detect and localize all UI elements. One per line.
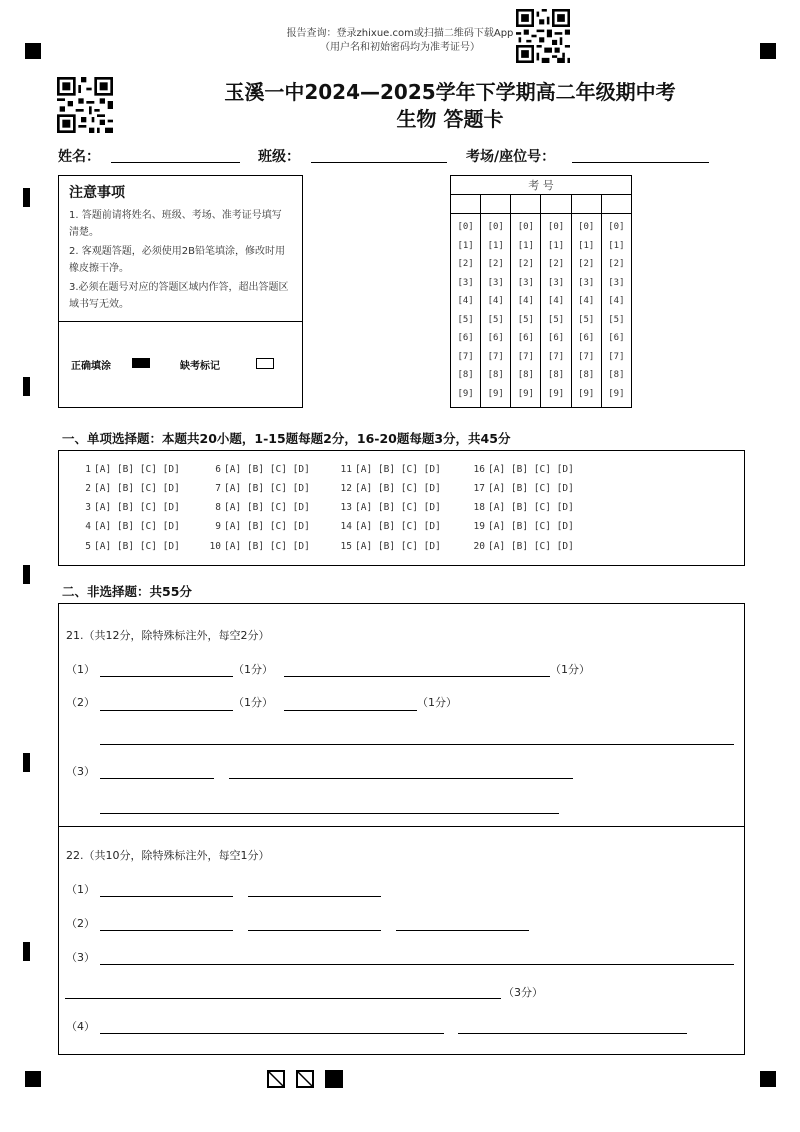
choice-question-10 (205, 541, 310, 552)
exam-number-write-cell[interactable] (481, 195, 511, 214)
notes-item: 1. 答题前请将姓名、班级、考场、准考证号填写清楚。 (69, 210, 282, 238)
timing-mark (23, 942, 30, 961)
name-label: 姓名： (58, 149, 100, 165)
question-number: 17 (473, 483, 485, 494)
exam-digit-bubble[interactable]: [8] (608, 370, 625, 380)
exam-digit-bubble[interactable]: [2] (578, 259, 595, 269)
exam-digit-bubble[interactable]: [1] (578, 240, 595, 251)
correct-fill-sample (132, 358, 150, 368)
exam-digit-bubble[interactable]: [4] (547, 296, 565, 306)
exam-digit-bubble[interactable]: [3] (457, 277, 474, 288)
exam-digit-bubble[interactable]: [6] (487, 333, 504, 343)
exam-number-column (541, 214, 571, 408)
answer-options[interactable]: [A] [B] [C] [D] (224, 483, 310, 494)
page-title: 玉溪一中2024—2025学年下学期高二年级期中考 (224, 80, 676, 104)
exam-digit-bubble[interactable]: [5] (487, 314, 504, 325)
answer-options[interactable]: [A] [B] [C] [D] (224, 521, 310, 532)
name-field[interactable] (111, 162, 240, 163)
exam-digit-bubble[interactable]: [6] (457, 333, 474, 343)
question-number: 2 (85, 483, 91, 494)
corner-mark-bottom-left (25, 1071, 41, 1087)
timing-mark (23, 377, 30, 396)
q21-part1-label: （1） (66, 663, 95, 676)
notes-item: 2. 客观题答题，必须使用2B铅笔填涂，修改时用橡皮擦干净。 (69, 246, 285, 274)
corner-mark-bottom-right (760, 1071, 776, 1087)
exam-number-write-cell[interactable] (541, 195, 571, 214)
answer-options[interactable]: [A] [B] [C] [D] (488, 502, 574, 513)
absent-mark-box[interactable] (256, 358, 274, 369)
choice-question-6 (205, 464, 310, 475)
exam-digit-bubble[interactable]: [7] (608, 351, 625, 362)
question-number: 3 (85, 502, 91, 513)
question-divider (59, 826, 744, 827)
notes-box (58, 175, 303, 408)
answer-blank[interactable] (100, 1033, 444, 1034)
page-mark-filled-box (325, 1070, 343, 1088)
exam-digit-bubble[interactable]: [5] (608, 314, 625, 325)
q21-part2-mark2: （1分） (417, 696, 457, 709)
exam-digit-bubble[interactable]: [7] (457, 351, 474, 362)
exam-digit-bubble[interactable]: [3] (608, 277, 625, 288)
answer-blank[interactable] (100, 964, 734, 965)
exam-digit-bubble[interactable]: [0] (608, 222, 625, 232)
exam-digit-bubble[interactable]: [6] (517, 333, 535, 343)
q21-part1-mark1: （1分） (233, 663, 273, 676)
question-number: 16 (473, 464, 485, 475)
exam-number-write-cell[interactable] (571, 195, 601, 214)
exam-number-column (481, 214, 511, 408)
answer-blank[interactable] (100, 744, 734, 745)
exam-digit-bubble[interactable]: [1] (608, 240, 625, 251)
answer-options[interactable]: [A] [B] [C] [D] (94, 483, 180, 494)
page-subtitle: 生物 答题卡 (396, 107, 504, 131)
choice-question-9 (205, 521, 310, 532)
exam-digit-bubble[interactable]: [8] (547, 370, 565, 380)
exam-digit-bubble[interactable]: [3] (578, 277, 595, 288)
question-number: 9 (215, 521, 221, 532)
timing-mark (23, 565, 30, 584)
answer-blank[interactable] (100, 778, 214, 779)
answer-options[interactable]: [A] [B] [C] [D] (488, 483, 574, 494)
exam-digit-bubble[interactable]: [7] (547, 351, 565, 362)
exam-digit-bubble[interactable]: [0] (578, 222, 595, 232)
answer-options[interactable]: [A] [B] [C] [D] (355, 502, 441, 513)
page-mark-slashed-box-icon (267, 1070, 285, 1088)
exam-number-column (511, 214, 541, 408)
question-number: 14 (340, 521, 352, 532)
answer-options[interactable]: [A] [B] [C] [D] (488, 521, 574, 532)
exam-digit-bubble[interactable]: [8] (578, 370, 595, 380)
exam-digit-bubble[interactable]: [2] (608, 259, 625, 269)
choice-question-4 (75, 521, 180, 532)
choice-question-1 (75, 464, 180, 475)
choice-question-19 (469, 521, 574, 532)
q22-part3-mark: （3分） (503, 986, 543, 999)
q22-part2-label: （2） (66, 917, 95, 930)
exam-number-header: 考 号 (451, 176, 632, 195)
exam-digit-bubble[interactable]: [4] (578, 296, 595, 306)
q21-header: 21.（共12分，除特殊标注外，每空2分） (66, 629, 270, 642)
exam-digit-bubble[interactable]: [9] (457, 388, 474, 399)
timing-mark (23, 753, 30, 772)
choice-question-11 (336, 464, 441, 475)
exam-digit-bubble[interactable]: [9] (578, 388, 595, 399)
question-number: 1 (85, 464, 91, 475)
exam-number-grid (450, 175, 632, 408)
choice-question-15 (336, 541, 441, 552)
exam-digit-bubble[interactable]: [4] (517, 296, 535, 306)
answer-options[interactable]: [A] [B] [C] [D] (488, 541, 574, 552)
class-field[interactable] (311, 162, 447, 163)
answer-blank[interactable] (458, 1033, 687, 1034)
question-number: 6 (215, 464, 221, 475)
exam-digit-bubble[interactable]: [6] (608, 333, 625, 343)
exam-digit-bubble[interactable]: [4] (487, 296, 504, 306)
q21-part3-label: （3） (66, 765, 95, 778)
exam-number-column (601, 214, 631, 408)
exam-digit-bubble[interactable]: [6] (578, 333, 595, 343)
choice-question-20 (469, 541, 574, 552)
section2-title: 二、非选择题：共55分 (62, 584, 192, 599)
answer-options[interactable]: [A] [B] [C] [D] (94, 502, 180, 513)
question-number: 12 (340, 483, 352, 494)
answer-blank[interactable] (100, 813, 559, 814)
answer-options[interactable]: [A] [B] [C] [D] (94, 521, 180, 532)
answer-blank[interactable] (229, 778, 573, 779)
answer-options[interactable]: [A] [B] [C] [D] (355, 521, 441, 532)
login-hint-text: （用户名和初始密码均为准考证号） (320, 42, 480, 53)
exam-digit-bubble[interactable]: [0] (457, 222, 474, 232)
choice-question-7 (205, 483, 310, 494)
answer-blank[interactable] (248, 930, 381, 931)
notes-divider (59, 321, 302, 322)
exam-digit-bubble[interactable]: [0] (487, 222, 504, 232)
question-number: 15 (340, 541, 352, 552)
answer-blank[interactable] (396, 930, 529, 931)
exam-digit-bubble[interactable]: [9] (547, 388, 565, 399)
exam-number-write-cell[interactable] (451, 195, 481, 214)
exam-digit-bubble[interactable]: [7] (517, 351, 535, 362)
answer-blank[interactable] (100, 930, 233, 931)
answer-options[interactable]: [A] [B] [C] [D] (94, 464, 180, 475)
question-number: 20 (473, 541, 485, 552)
exam-digit-bubble[interactable]: [9] (517, 388, 535, 399)
exam-number-write-cell[interactable] (511, 195, 541, 214)
q22-part4-label: （4） (66, 1020, 95, 1033)
exam-digit-bubble[interactable]: [1] (547, 240, 565, 251)
exam-number-column (451, 214, 481, 408)
answer-options[interactable]: [A] [B] [C] [D] (224, 541, 310, 552)
question-number: 5 (85, 541, 91, 552)
question-number: 13 (340, 502, 352, 513)
q22-part3-label: （3） (66, 951, 95, 964)
exam-digit-bubble[interactable]: [8] (487, 370, 504, 380)
exam-digit-bubble[interactable]: [8] (517, 370, 535, 380)
report-query-text: 报告查询：登录zhixue.com或扫描二维码下载App (286, 28, 514, 39)
exam-digit-bubble[interactable]: [5] (457, 314, 474, 325)
choice-question-12 (336, 483, 441, 494)
exam-digit-bubble[interactable]: [2] (457, 259, 474, 269)
choice-question-5 (75, 541, 180, 552)
correct-fill-label: 正确填涂 (71, 361, 111, 372)
exam-digit-bubble[interactable]: [8] (457, 370, 474, 380)
qr-code-icon (57, 77, 113, 133)
exam-digit-bubble[interactable]: [0] (517, 222, 535, 232)
exam-digit-bubble[interactable]: [5] (578, 314, 595, 325)
choice-question-13 (336, 502, 441, 513)
choice-question-8 (205, 502, 310, 513)
exam-digit-bubble[interactable]: [4] (457, 296, 474, 306)
question-number: 18 (473, 502, 485, 513)
exam-digit-bubble[interactable]: [9] (608, 388, 625, 399)
choice-question-2 (75, 483, 180, 494)
answer-blank[interactable] (100, 896, 233, 897)
answer-options[interactable]: [A] [B] [C] [D] (224, 464, 310, 475)
exam-digit-bubble[interactable]: [4] (608, 296, 625, 306)
exam-digit-bubble[interactable]: [3] (487, 277, 504, 288)
q22-part1-label: （1） (66, 883, 95, 896)
exam-digit-bubble[interactable]: [2] (517, 259, 535, 269)
room-seat-label: 考场/座位号： (466, 149, 556, 165)
room-seat-field[interactable] (572, 162, 709, 163)
notes-item: 3.必须在题号对应的答题区域内作答，超出答题区域书写无效。 (69, 282, 289, 310)
nonchoice-answer-box (58, 603, 745, 1055)
answer-blank[interactable] (100, 676, 233, 677)
exam-digit-bubble[interactable]: [1] (517, 240, 535, 251)
question-number: 19 (473, 521, 485, 532)
absent-mark-label: 缺考标记 (180, 361, 220, 372)
question-number: 10 (209, 541, 221, 552)
exam-digit-bubble[interactable]: [2] (487, 259, 504, 269)
exam-digit-bubble[interactable]: [0] (547, 222, 565, 232)
section1-title: 一、单项选择题：本题共20小题，1-15题每题2分，16-20题每题3分，共45分 (62, 431, 511, 446)
exam-digit-bubble[interactable]: [5] (517, 314, 535, 325)
notes-title: 注意事项 (69, 185, 125, 201)
exam-digit-bubble[interactable]: [2] (547, 259, 565, 269)
exam-number-column (571, 214, 601, 408)
question-number: 7 (215, 483, 221, 494)
exam-number-write-cell[interactable] (601, 195, 631, 214)
q21-part2-mark1: （1分） (233, 696, 273, 709)
answer-options[interactable]: [A] [B] [C] [D] (94, 541, 180, 552)
answer-blank[interactable] (248, 896, 381, 897)
answer-options[interactable]: [A] [B] [C] [D] (355, 483, 441, 494)
choice-question-18 (469, 502, 574, 513)
page-mark-slashed-box-icon (296, 1070, 314, 1088)
answer-options[interactable]: [A] [B] [C] [D] (355, 541, 441, 552)
choice-question-3 (75, 502, 180, 513)
answer-blank[interactable] (65, 998, 501, 999)
q21-part1-mark2: （1分） (550, 663, 590, 676)
exam-digit-bubble[interactable]: [5] (547, 314, 565, 325)
choice-question-14 (336, 521, 441, 532)
timing-mark (23, 188, 30, 207)
answer-options[interactable]: [A] [B] [C] [D] (224, 502, 310, 513)
exam-digit-bubble[interactable]: [7] (578, 351, 595, 362)
q22-header: 22.（共10分，除特殊标注外，每空1分） (66, 849, 270, 862)
exam-digit-bubble[interactable]: [3] (547, 277, 565, 288)
exam-digit-bubble[interactable]: [1] (457, 240, 474, 251)
choice-answer-box (58, 450, 745, 566)
answer-options[interactable]: [A] [B] [C] [D] (355, 464, 441, 475)
choice-question-16 (469, 464, 574, 475)
question-number: 11 (340, 464, 352, 475)
exam-digit-bubble[interactable]: [1] (487, 240, 504, 251)
answer-blank[interactable] (284, 676, 550, 677)
q21-part2-label: （2） (66, 696, 95, 709)
qr-code-icon (516, 9, 570, 63)
choice-question-17 (469, 483, 574, 494)
question-number: 4 (85, 521, 91, 532)
exam-digit-bubble[interactable]: [7] (487, 351, 504, 362)
exam-digit-bubble[interactable]: [6] (547, 333, 565, 343)
question-number: 8 (215, 502, 221, 513)
exam-digit-bubble[interactable]: [9] (487, 388, 504, 399)
answer-options[interactable]: [A] [B] [C] [D] (488, 464, 574, 475)
answer-blank[interactable] (284, 710, 417, 711)
exam-digit-bubble[interactable]: [3] (517, 277, 535, 288)
class-label: 班级： (258, 149, 300, 165)
answer-blank[interactable] (100, 710, 233, 711)
